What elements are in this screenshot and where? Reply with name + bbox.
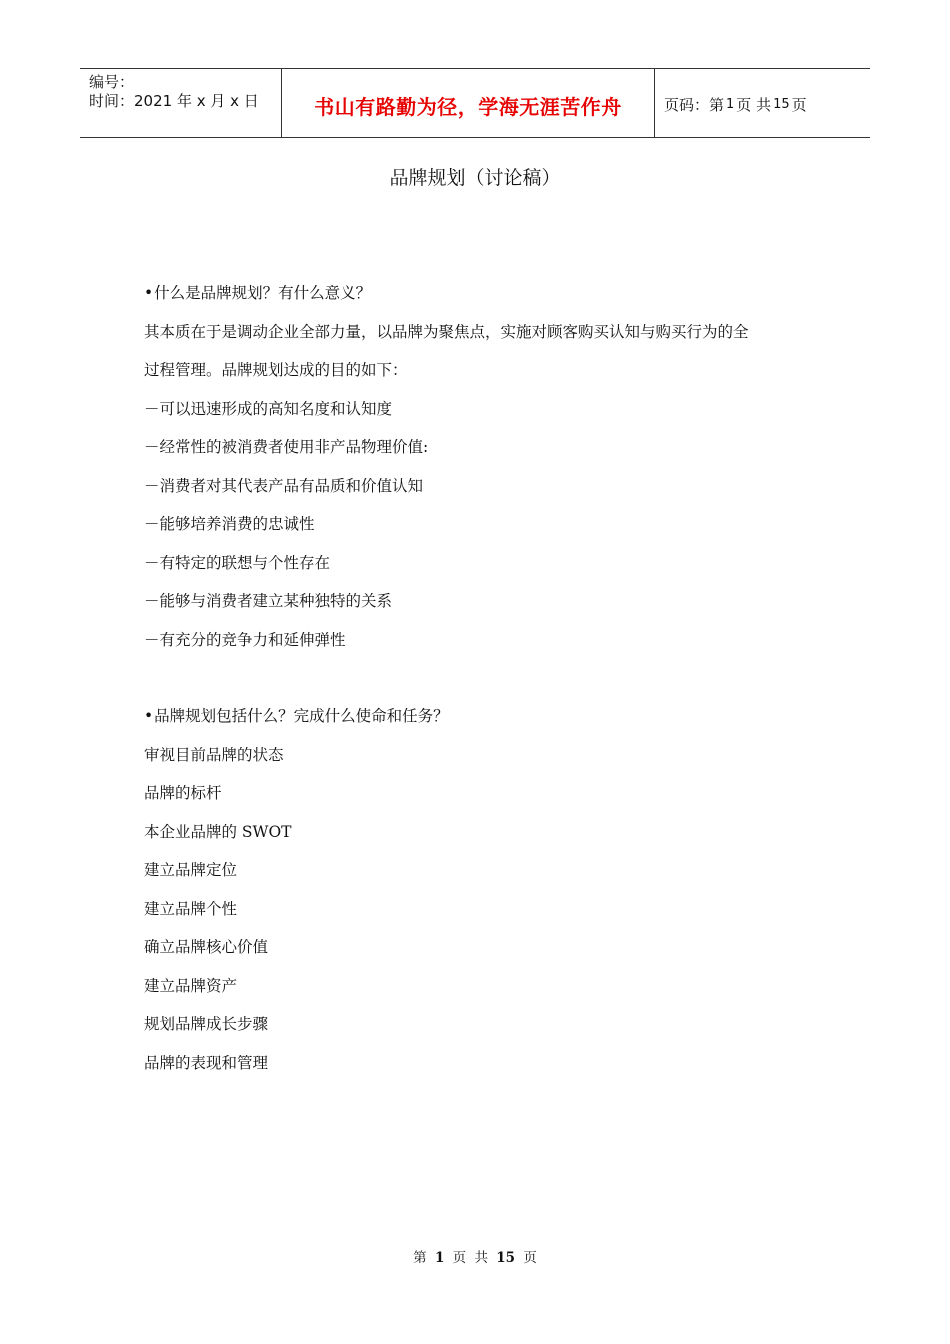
section1-list-item: －有充分的竞争力和延伸弹性 xyxy=(144,630,346,649)
section1-list-item: －经常性的被消费者使用非产品物理价值: xyxy=(144,438,429,456)
section2-list-item: 确立品牌核心价值 xyxy=(144,938,269,956)
section2-list-item: 规划品牌成长步骤 xyxy=(144,1015,269,1033)
document-body xyxy=(144,280,824,1088)
section2-list-item: 建立品牌资产 xyxy=(144,976,238,995)
section2-list-item: 建立品牌个性 xyxy=(144,899,238,918)
section2-list-item: 品牌的标杆 xyxy=(144,784,222,802)
document-title: 品牌规划（讨论稿） xyxy=(389,167,561,189)
document-number-label: 编号： xyxy=(89,73,135,91)
header-page-mid: 页 共 xyxy=(736,95,772,114)
section2-list-item: 建立品牌定位 xyxy=(144,861,238,879)
bullet-icon: • xyxy=(144,707,154,725)
section1-list-item: －能够与消费者建立某种独特的关系 xyxy=(144,592,393,610)
header-page-suffix: 页 xyxy=(791,95,807,114)
section1-list-item: －有特定的联想与个性存在 xyxy=(144,553,331,572)
section1-list-item: －能够培养消费的忠诚性 xyxy=(144,515,315,533)
footer-page-current: 1 xyxy=(434,1250,445,1266)
section2-list-item: 审视目前品牌的状态 xyxy=(144,745,284,764)
header-info-cell xyxy=(80,69,282,137)
header-page-indicator xyxy=(655,69,870,137)
footer-prefix: 第 xyxy=(413,1250,427,1266)
section1-heading xyxy=(144,280,824,319)
section2-list-item: 本企业品牌的 SWOT xyxy=(144,822,292,841)
header-page-total: 15 xyxy=(773,96,790,112)
section2-heading-text: 品牌规划包括什么？完成什么使命和任务？ xyxy=(154,707,449,725)
section2-heading xyxy=(144,703,824,742)
header-page-current: 1 xyxy=(726,96,735,112)
header-motto: 书山有路勤为径，学海无涯苦作舟 xyxy=(282,69,655,137)
footer-suffix: 页 xyxy=(523,1250,537,1266)
footer-page-total: 15 xyxy=(496,1250,516,1266)
footer-mid: 页 共 xyxy=(452,1250,488,1266)
section2-list-item: 品牌的表现和管理 xyxy=(144,1053,269,1072)
document-date-label: 时间：2021 年 x 月 x 日 xyxy=(89,92,259,110)
section1-heading-text: 什么是品牌规划？有什么意义？ xyxy=(154,284,372,302)
header-page-prefix: 页码：第 xyxy=(664,95,725,114)
section-spacer xyxy=(144,665,824,703)
bullet-icon: • xyxy=(144,284,154,302)
section1-paragraph-line: 其本质在于是调动企业全部力量，以品牌为聚焦点，实施对顾客购买认知与购买行为的全 xyxy=(144,322,749,341)
section1-list-item: －可以迅速形成的高知名度和认知度 xyxy=(144,399,393,418)
section1-paragraph-line: 过程管理。品牌规划达成的目的如下： xyxy=(144,361,408,379)
section1-list-item: －消费者对其代表产品有品质和价值认知 xyxy=(144,476,424,495)
page-header xyxy=(80,68,870,138)
page-footer xyxy=(0,1246,950,1266)
